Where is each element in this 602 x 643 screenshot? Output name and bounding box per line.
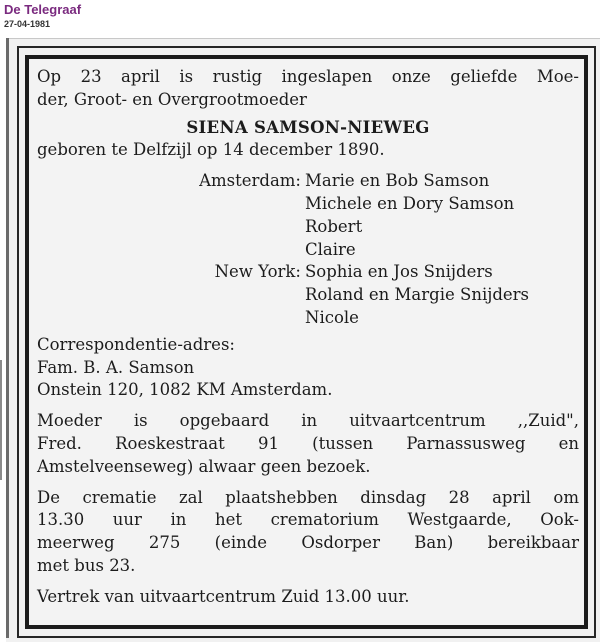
laid-out-line: Moeder is opgebaard in uitvaartcentrum ,,Zuid", bbox=[37, 411, 579, 431]
family-member: Nicole bbox=[305, 307, 359, 327]
family-member: Roland en Margie Snijders bbox=[305, 285, 530, 305]
family-city bbox=[37, 216, 305, 239]
family-member: Robert bbox=[305, 216, 363, 236]
family-list bbox=[37, 170, 579, 330]
cremation-line: 13.30 uur in het crematorium Westgaarde, Ook- bbox=[37, 510, 579, 530]
family-member: Marie en Bob Samson bbox=[305, 171, 490, 191]
intro-line: Op 23 april is rustig ingeslapen onze geliefde Moe- bbox=[37, 67, 579, 86]
cremation-block bbox=[37, 487, 579, 578]
correspondence-line: Fam. B. A. Samson bbox=[37, 357, 195, 377]
family-member: Michele en Dory Samson bbox=[305, 193, 515, 213]
family-city bbox=[37, 193, 305, 216]
family-city bbox=[37, 307, 305, 330]
family-row bbox=[37, 284, 579, 307]
family-city: Amsterdam: bbox=[199, 171, 301, 191]
correspondence-line: Onstein 120, 1082 KM Amsterdam. bbox=[37, 380, 333, 400]
notice-text bbox=[37, 66, 579, 609]
laid-out-line: Fred. Roeskestraat 91 (tussen Parnassusweg en bbox=[37, 433, 579, 453]
family-row bbox=[37, 170, 579, 193]
family-row bbox=[37, 239, 579, 262]
family-row bbox=[37, 193, 579, 216]
family-row bbox=[37, 307, 579, 330]
family-member: Claire bbox=[305, 239, 356, 259]
cremation-line: meerweg 275 (einde Osdorper Ban) bereikbaar bbox=[37, 533, 579, 553]
family-city bbox=[37, 284, 305, 307]
intro-line: der, Groot- en Overgrootmoeder bbox=[37, 89, 307, 109]
laid-out-line: Amstelveenseweg) alwaar geen bezoek. bbox=[37, 456, 371, 476]
departure-line: Vertrek van uitvaartcentrum Zuid 13.00 uur. bbox=[37, 586, 410, 606]
family-row bbox=[37, 261, 579, 284]
birth-line: geboren te Delfzijl op 14 december 1890. bbox=[37, 140, 385, 160]
correspondence-line: Correspondentie-adres: bbox=[37, 334, 235, 354]
newspaper-title: De Telegraaf bbox=[4, 2, 82, 17]
family-member: Sophia en Jos Snijders bbox=[305, 262, 493, 282]
scan-edge bbox=[6, 38, 9, 638]
scan-edge-mark bbox=[0, 360, 2, 480]
obituary-notice bbox=[25, 55, 588, 629]
correspondence-block bbox=[37, 334, 579, 402]
publication-date: 27-04-1981 bbox=[4, 19, 51, 29]
deceased-name: SIENA SAMSON-NIEWEG bbox=[186, 117, 430, 137]
cremation-line: De crematie zal plaatshebben dinsdag 28 april om bbox=[37, 487, 579, 507]
cremation-line: met bus 23. bbox=[37, 555, 136, 575]
family-row bbox=[37, 216, 579, 239]
family-city: New York: bbox=[214, 262, 301, 282]
laid-out-block bbox=[37, 410, 579, 478]
family-city bbox=[37, 239, 305, 262]
